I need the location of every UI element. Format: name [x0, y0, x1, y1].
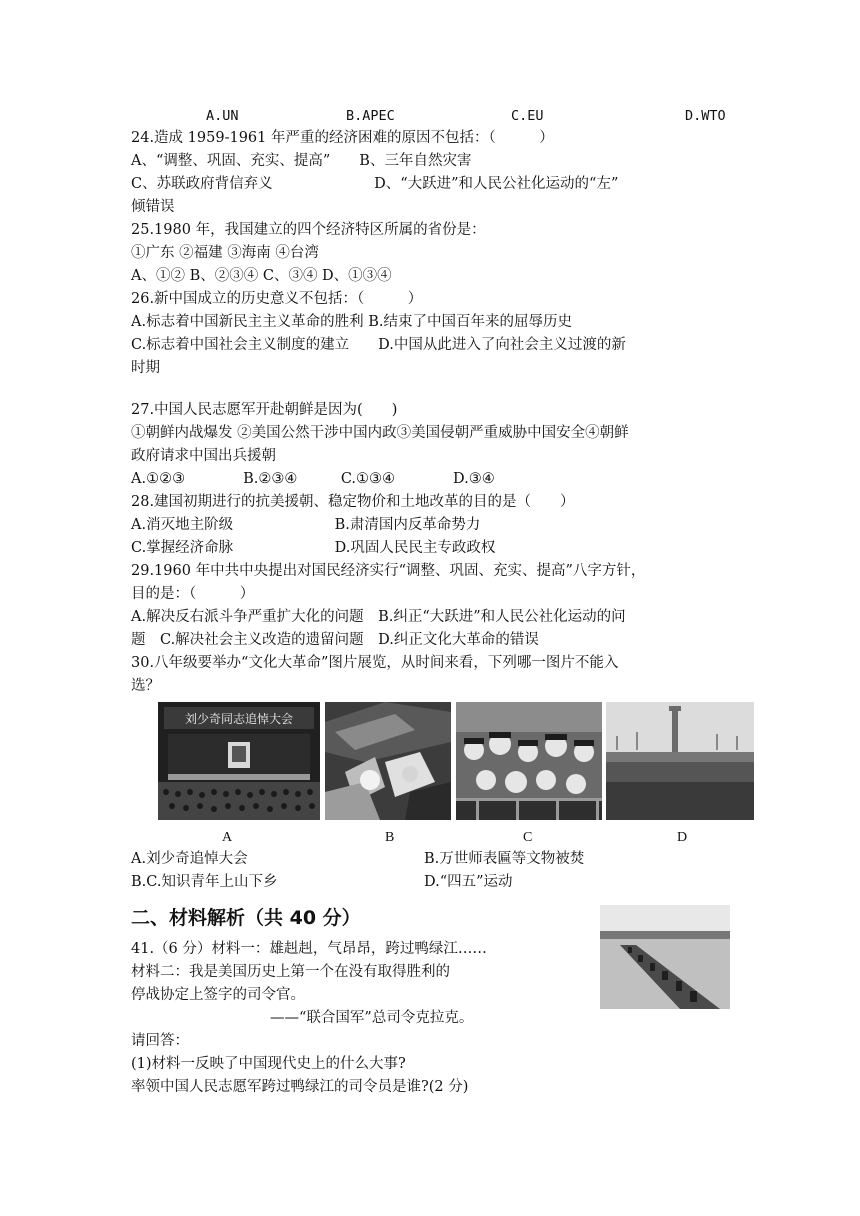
- q23-option-d: D.WTO: [685, 108, 726, 124]
- photo-a-banner-text: 刘少奇同志追悼大会: [184, 712, 294, 726]
- q28-options-ab: A.消灭地主阶级 B.肃清国内反革命势力: [131, 517, 481, 533]
- photo-d-caption: D: [677, 830, 688, 845]
- q25-options: A、①② B、②③④ C、③④ D、①③④: [131, 268, 392, 284]
- q26-options-ab: A.标志着中国新民主主义革命的胜利 B.结束了中国百年来的屈辱历史: [131, 314, 572, 330]
- q24-option-d-cont: 倾错误: [131, 199, 175, 215]
- photo-a-memorial-meeting: [158, 702, 320, 820]
- q30-option-b: B.万世师表匾等文物被焚: [424, 851, 585, 867]
- q41-prompt: 请回答：: [131, 1033, 189, 1049]
- q25-provinces: ①广东 ②福建 ③海南 ④台湾: [131, 245, 319, 261]
- q23-option-c: C.EU: [511, 108, 544, 124]
- q27-options: A.①②③ B.②③④ C.①③④ D.③④: [131, 471, 495, 487]
- q30-option-d: D.“四五”运动: [424, 874, 513, 890]
- q30-stem-cont: 选？: [131, 678, 160, 694]
- q23-option-a: A.UN: [206, 108, 239, 124]
- q26-stem: 26.新中国成立的历史意义不包括：（ ）: [131, 291, 423, 307]
- q23-option-b: B.APEC: [346, 108, 395, 124]
- photo-d-crowd-square: [606, 702, 754, 820]
- q27-stem: 27.中国人民志愿军开赴朝鲜是因为( ): [131, 402, 398, 418]
- q29-stem-cont: 目的是：（ ）: [131, 586, 255, 602]
- q30-option-a: A.刘少奇追悼大会: [131, 851, 248, 867]
- q29-options-ab: A.解决反右派斗争严重扩大化的问题 B.纠正“大跃进”和人民公社化运动的问: [131, 609, 626, 625]
- q24-options-ab: A、“调整、巩固、充实、提高” B、三年自然灾害: [131, 153, 472, 169]
- q26-options-cd: C.标志着中国社会主义制度的建立 D.中国从此进入了向社会主义过渡的新: [131, 337, 626, 353]
- q29-options-cd: 题 C.解决社会主义改造的遗留问题 D.纠正文化大革命的错误: [131, 632, 539, 648]
- photo-c-caption: C: [523, 830, 533, 845]
- q41-attribution: ——“联合国军”总司令克拉克。: [270, 1010, 474, 1026]
- q26-option-d-cont: 时期: [131, 360, 160, 376]
- q24-stem: 24.造成 1959-1961 年严重的经济困难的原因不包括：（ ）: [131, 130, 554, 146]
- q30-stem: 30.八年级要举办“文化大革命”图片展览，从时间来看，下列哪一图片不能入: [131, 655, 619, 671]
- photo-b-burning-relics: [325, 702, 451, 820]
- section-2-heading: 二、材料解析（共 40 分）: [131, 907, 361, 929]
- photo-a-caption: A: [222, 830, 233, 845]
- photo-c-cheering-youth: [456, 702, 602, 820]
- q28-stem: 28.建国初期进行的抗美援朝、稳定物价和土地改革的目的是（ ）: [131, 494, 575, 510]
- q41-material-two: 材料二：我是美国历史上第一个在没有取得胜利的: [131, 964, 450, 980]
- q27-items: ①朝鲜内战爆发 ②美国公然干涉中国内政③美国侵朝严重威胁中国安全④朝鲜: [131, 425, 629, 441]
- q27-items-cont: 政府请求中国出兵援朝: [131, 448, 276, 464]
- q28-options-cd: C.掌握经济命脉 D.巩固人民民主专政政权: [131, 540, 496, 556]
- q41-question-1: (1)材料一反映了中国现代史上的什么大事?: [131, 1056, 406, 1072]
- q25-stem: 25.1980 年，我国建立的四个经济特区所属的省份是：: [131, 222, 486, 238]
- q41-material-one: 41.（6 分）材料一：雄赳赳，气昂昂，跨过鸭绿江……: [131, 941, 487, 957]
- q29-stem: 29.1960 年中共中央提出对国民经济实行“调整、巩固、充实、提高”八字方针，: [131, 563, 646, 579]
- q24-options-cd: C、苏联政府背信弃义 D、“大跃进”和人民公社化运动的“左”: [131, 176, 619, 192]
- q30-option-c: B.C.知识青年上山下乡: [131, 874, 278, 890]
- q41-material-two-cont: 停战协定上签字的司令官。: [131, 987, 305, 1003]
- photo-yalu-crossing: [600, 905, 730, 1009]
- photo-b-caption: B: [385, 830, 395, 845]
- q41-question-1-cont: 率领中国人民志愿军跨过鸭绿江的司令员是谁?(2 分): [131, 1079, 469, 1095]
